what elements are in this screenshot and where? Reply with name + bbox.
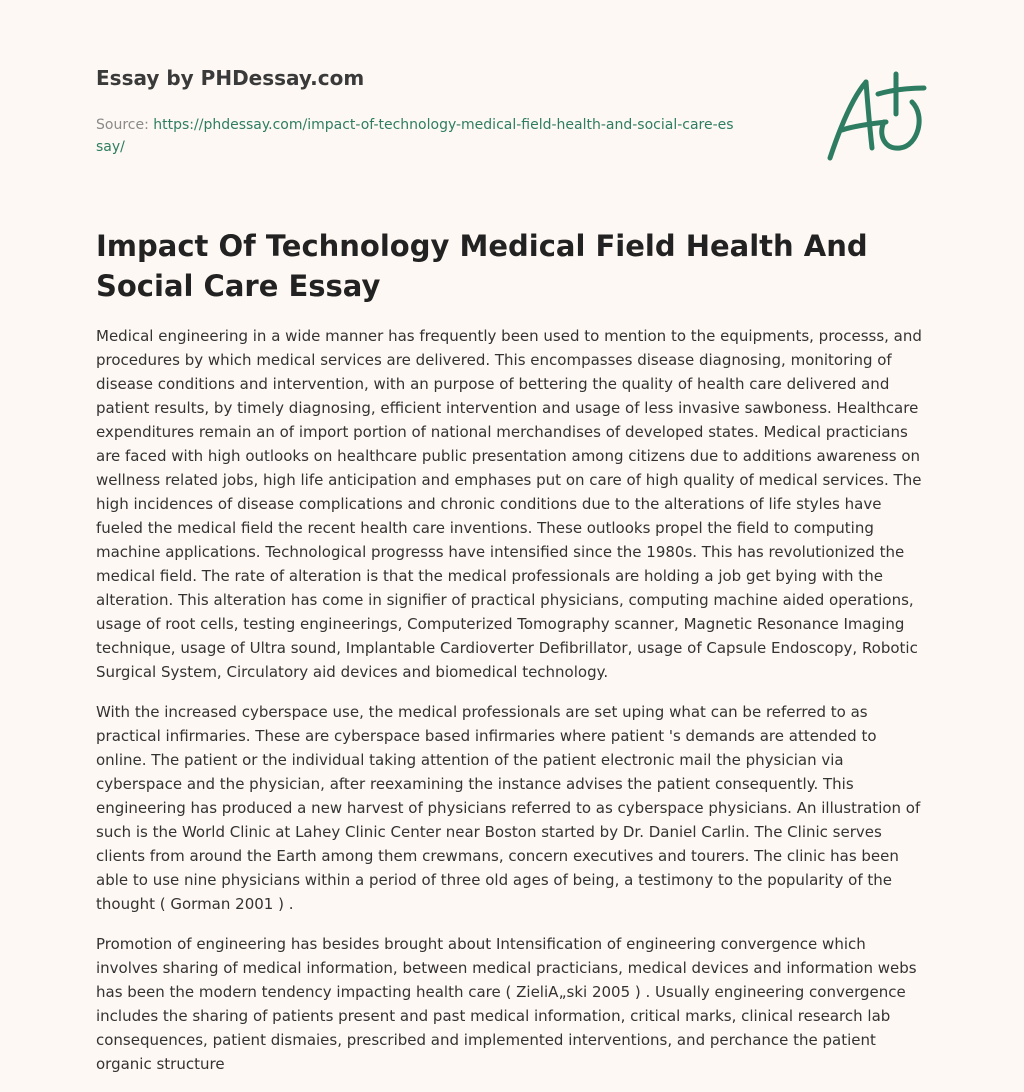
a-plus-grade-icon [820,68,930,168]
source-link[interactable]: https://phdessay.com/impact-of-technology-medical-field-health-and-social-care-essay/ [96,117,734,155]
source-label: Source: [96,117,154,133]
site-header [96,64,796,158]
paragraph: With the increased cyberspace use, the medical professionals are set uping what can be referred to as practical infirmaries. These are cyberspace based infirmaries where patient 's demands are attended to online. The patient or the individual taking attention of the patient electronic mail the physician via cyberspace and the physician, after reexamining the instance advises the patient consequently. This engineering has produced a new harvest of physicians referred to as cyberspace physicians. An illustration of such is the World Clinic at Lahey Clinic Center near Boston started by Dr. Daniel Carlin. The Clinic serves clients from around the Earth among them crewmans, concern executives and tourers. The clinic has been able to use nine physicians within a period of three old ages of being, a testimony to the popularity of the thought ( Gorman 2001 ) . [96,703,921,913]
paragraph: Promotion of engineering has besides brought about Intensification of engineering convergence which involves sharing of medical information, between medical practicians, medical devices and information webs has been the modern tendency impacting health care ( ZieliA„ski 2005 ) . Usually engineering convergence includes the sharing of patients present and past medical information, critical marks, clinical research lab consequences, patient dismaies, prescribed and implemented interventions, and perchance the patient organic structure [96,935,917,1073]
paragraph: Medical engineering in a wide manner has frequently been used to mention to the equipments, processs, and procedures by which medical services are delivered. This encompasses disease diagnosing, monitoring of disease conditions and intervention, with an purpose of bettering the quality of health care delivered and patient results, by timely diagnosing, efficient intervention and usage of less invasive sawboness. Healthcare expenditures remain an of import portion of national merchandises of developed states. Medical practicians are faced with high outlooks on healthcare public presentation among citizens due to additions awareness on wellness related jobs, high life anticipation and emphases put on care of high quality of medical services. The high incidences of disease complications and chronic conditions due to the alterations of life styles have fueled the medical field the recent health care inventions. These outlooks propel the field to computing machine applications. Technological progresss have intensified since the 1980s. This has revolutionized the medical field. The rate of alteration is that the medical professionals are holding a job get bying with the alteration. This alteration has come in signifier of practical physicians, computing machine aided operations, usage of root cells, testing engineerings, Computerized Tomography scanner, Magnetic Resonance Imaging technique, usage of Ultra sound, Implantable Cardioverter Defibrillator, usage of Capsule Endoscopy, Robotic Surgical System, Circulatory aid devices and biomedical technology. [96,327,922,681]
brand-title: Essay by PHDessay.com [96,66,365,90]
essay-body [96,324,928,1092]
essay-title: Impact Of Technology Medical Field Health And Social Care Essay [96,229,868,303]
source-line [96,114,736,158]
